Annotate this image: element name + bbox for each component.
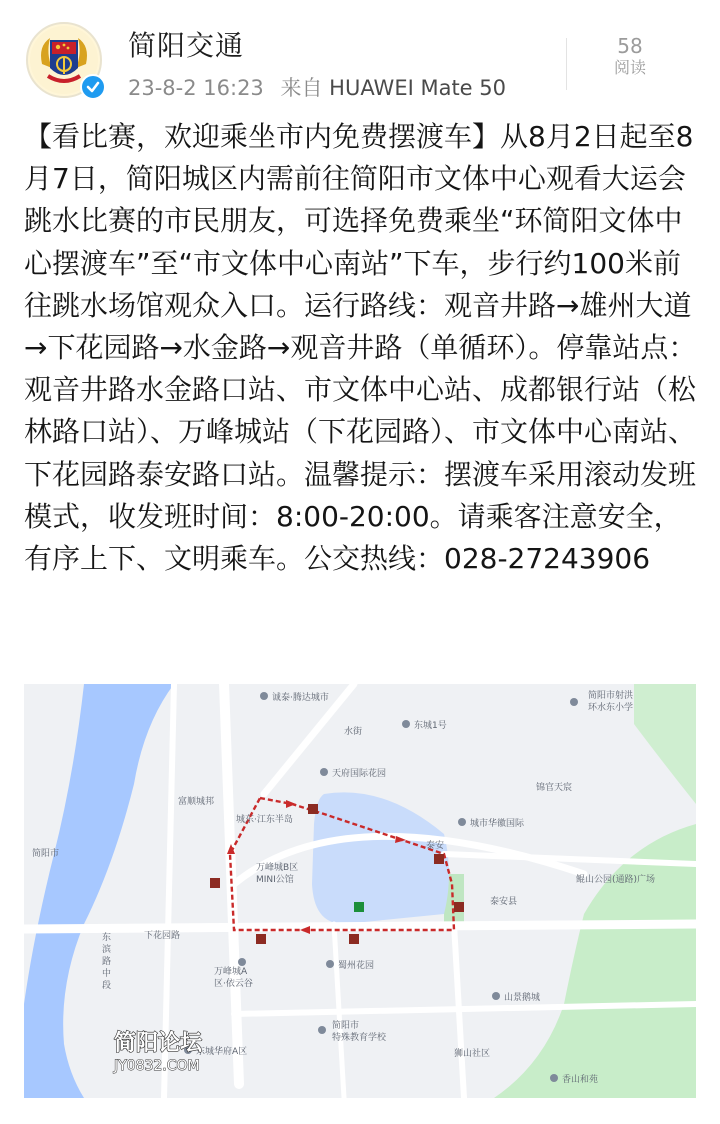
map-label: 狮山社区	[454, 1049, 491, 1059]
map-label: 泰安	[426, 841, 445, 851]
bus-stop-marker	[210, 878, 220, 888]
venue-marker	[354, 902, 364, 912]
map-label: 段	[102, 981, 112, 991]
map-label: 锦官天宸	[536, 783, 573, 793]
poi-pin-icon	[238, 958, 246, 966]
verified-badge-icon	[80, 74, 106, 100]
map-label: 区·依云谷	[214, 979, 253, 989]
map-label: 简阳市	[332, 1021, 360, 1031]
poi-pin-icon	[458, 818, 466, 826]
map-label: 泰安县	[490, 897, 518, 907]
post-meta	[128, 72, 506, 102]
map-label: 诚泰·腾达城市	[272, 693, 329, 703]
map-label: 城市华徽国际	[470, 819, 525, 829]
watermark-title: 简阳论坛	[114, 1031, 203, 1056]
map-label: 下花园路	[144, 931, 181, 941]
map-label: 中	[102, 969, 112, 979]
park-area	[634, 684, 696, 804]
map-label: 鲲山公园(通路)广场	[576, 875, 656, 885]
read-label: 阅读	[613, 58, 646, 77]
poi-pin-icon	[326, 960, 334, 968]
map-label: 城东·江东半岛	[236, 815, 293, 825]
map-label: 万峰城A	[214, 967, 248, 977]
map-label: 简阳市射洪	[588, 691, 634, 701]
map-label: 水街	[344, 727, 363, 737]
route-map-image[interactable]	[24, 684, 696, 1098]
header-divider	[566, 38, 567, 90]
bus-stop-marker	[349, 934, 359, 944]
source-prefix: 来自	[280, 76, 323, 100]
map-label: 山景鹅城	[504, 993, 541, 1003]
bus-stop-marker	[454, 902, 464, 912]
route-arrow-icon	[286, 800, 296, 808]
post-body	[24, 116, 700, 580]
map-label: 富顺城邦	[178, 797, 215, 807]
poi-pin-icon	[550, 1074, 558, 1082]
read-count: 58	[617, 34, 643, 58]
map-label: 环水东小学	[588, 703, 634, 713]
map-label: 特殊教育学校	[332, 1033, 387, 1043]
read-counter	[600, 34, 660, 78]
bus-stop-marker	[308, 804, 318, 814]
post-timestamp: 23-8-2 16:23	[128, 76, 264, 100]
bus-stop-marker	[256, 934, 266, 944]
poi-pin-icon	[492, 992, 500, 1000]
source-device[interactable]: HUAWEI Mate 50	[329, 76, 506, 100]
map-label: 东城华府A区	[196, 1047, 248, 1057]
map-label: 万峰城B区	[256, 863, 299, 873]
map-label: 滨	[102, 945, 112, 955]
lake	[312, 792, 449, 924]
map-label: MINI公馆	[256, 875, 294, 885]
bus-stop-marker	[434, 854, 444, 864]
map-label: 蜀州花园	[338, 961, 375, 971]
map-label: 简阳市	[32, 849, 60, 859]
map-label: 东城1号	[414, 721, 447, 731]
post-text: 【看比赛，欢迎乘坐市内免费摆渡车】从8月2日起至8月7日，简阳城区内需前往简阳市文体中心观看大运会跳水比赛的市民朋友，可选择免费乘坐“环简阳文体中心摆渡车”至“市文体中心南站”下车，步行约100米前往跳水场馆观众入口。运行路线：观音井路→雄州大道→下花园路→水金路→观音井路（单循环）。停靠站点：观音井路水金路口站、市文体中心站、成都银行站（松林路口站）、万峰城站（下花园路）、市文体中心南站、下花园路泰安路口站。温馨提示：摆渡车采用滚动发班模式，收发班时间：8:00-20:00。请乘客注意安全，有序上下、文明乘车。公交热线：028-27243906	[24, 120, 697, 576]
poi-pin-icon	[320, 768, 328, 776]
poi-pin-icon	[260, 692, 268, 700]
map-label: 路	[102, 957, 112, 967]
map-label: 天府国际花园	[332, 769, 387, 779]
poi-pin-icon	[402, 720, 410, 728]
poi-pin-icon	[570, 698, 578, 706]
author-name[interactable]: 简阳交通	[128, 29, 245, 62]
map-label: 香山和苑	[562, 1075, 599, 1085]
map-label: 东	[102, 933, 112, 943]
watermark-url: JY0832.COM	[114, 1058, 200, 1074]
poi-pin-icon	[318, 1026, 326, 1034]
